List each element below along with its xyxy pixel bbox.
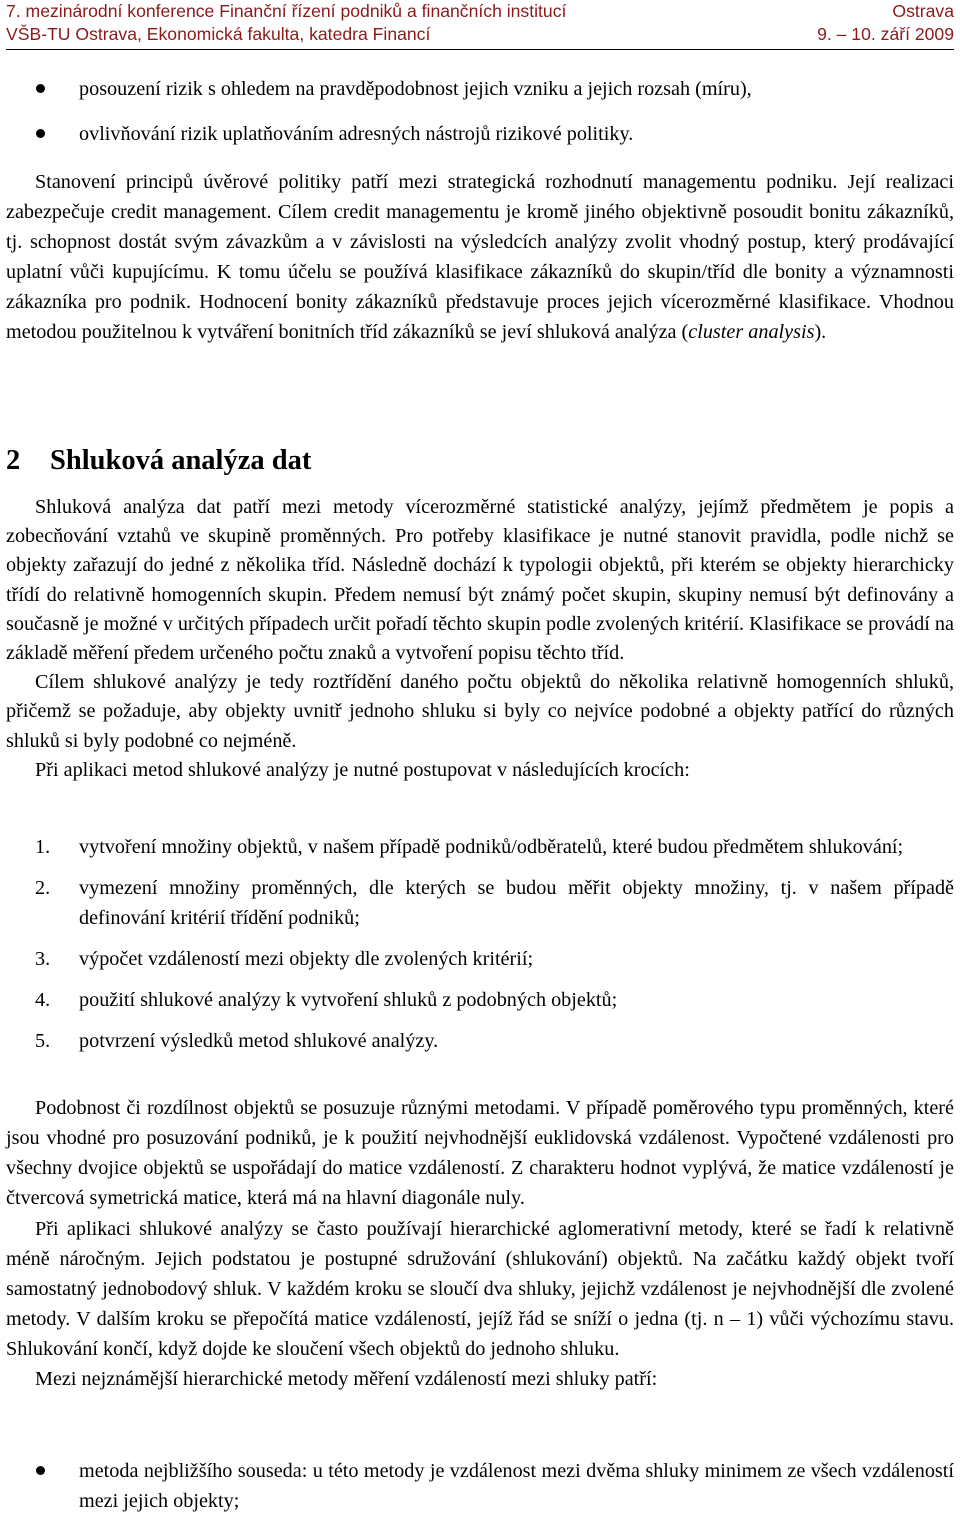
section-number: 2 xyxy=(6,445,21,476)
section-body-b xyxy=(6,1093,954,1395)
paragraph: Při aplikaci metod shlukové analýzy je nutné postupovat v následujících krocích: xyxy=(35,758,690,781)
header-row-1 xyxy=(6,0,954,23)
bottom-bullet-list xyxy=(6,1456,954,1516)
bullet-icon xyxy=(36,84,45,93)
section-heading xyxy=(6,443,311,479)
list-item: 4. použití shlukové analýzy k vytvoření shluků z podobných objektů; xyxy=(35,989,618,1011)
section-title: Shluková analýza dat xyxy=(50,445,312,476)
institution: VŠB-TU Ostrava, Ekonomická fakulta, katedra Financí xyxy=(6,24,431,44)
header-row-2 xyxy=(6,23,954,46)
list-item: 3. výpočet vzdáleností mezi objekty dle zvolených kritérií; xyxy=(35,948,534,970)
conference-location: Ostrava xyxy=(892,1,954,21)
bullet-icon xyxy=(36,1466,45,1475)
header-rule xyxy=(6,49,954,50)
bullet-icon xyxy=(36,129,45,138)
conference-title: 7. mezinárodní konference Finanční řízení podniků a finančních institucí xyxy=(6,1,567,21)
list-item: posouzení rizik s ohledem na pravděpodobnost jejich vzniku a jejich rozsah (míru), xyxy=(6,74,954,104)
italic-term: cluster analysis xyxy=(688,321,815,343)
paragraph: Při aplikaci shlukové analýzy se často používají hierarchické aglomerativní metody, které se řadí k relativně méně náročným. Jejich podstatou je postupné sdružování (shlukování) objektů. Na začátku každý objekt tvoří samostatný jednobodový shluk. V každém kroku se sloučí dva shluky, jejichž vzdálenost je nejvhodnější dle zvolené metody. V dalším kroku se přepočítá matice vzdáleností, jejíž řád se sníží o jedna (tj. n – 1) vůči výchozímu stavu. Shlukování končí, když dojde ke sloučení všech objektů do jednoho shluku. xyxy=(6,1217,954,1361)
list-item: metoda nejbližšího souseda: u této metody je vzdálenost mezi dvěma shluky minimem ze všech vzdáleností mezi jejich objekty; xyxy=(6,1456,954,1516)
list-item: 1. vytvoření množiny objektů, v našem případě podniků/odběratelů, které budou předmětem shlukování; xyxy=(35,836,904,858)
top-bullet-list xyxy=(6,74,954,149)
intro-paragraph: Stanovení principů úvěrové politiky patří mezi strategická rozhodnutí managementu podniku. Její realizaci zabezpečuje credit management. Cílem credit managementu je kromě jiného objektivně posoudit bonitu zákazníků, tj. schopnost dostát svým závazkům a v závislosti na výsledcích analýzy zvolit vhodný postup, který prodávající uplatní vůči kupujícímu. K tomu účelu se používá klasifikace zákazníků do skupin/tříd dle bonity a významnosti zákazníka pro podnik. Hodnocení bonity zákazníků představuje proces jejich vícerozměrné klasifikace. Vhodnou metodou použitelnou k vytváření bonitních tříd zákazníků se jeví shluková analýza (cluster analysis). xyxy=(6,171,954,343)
paragraph: Cílem shlukové analýzy je tedy roztřídění daného počtu objektů do několika relativně homogenních shluků, přičemž se požaduje, aby objekty uvnitř jednoho shluku si byly co nejvíce podobné a objekty patřící do různých shluků si byly podobné co nejméně. xyxy=(6,671,954,752)
conference-date: 9. – 10. září 2009 xyxy=(817,24,954,44)
list-item: ovlivňování rizik uplatňováním adresných nástrojů rizikové politiky. xyxy=(6,119,954,149)
paragraph: Podobnost či rozdílnost objektů se posuzuje různými metodami. V případě poměrového typu proměnných, které jsou vhodné pro posuzování podniků, je k použití nejvhodnější euklidovská vzdálenost. Vypočtené vzdálenosti pro všechny dvojice objektů se uspořádají do matice vzdáleností. Z charakteru hodnot vyplývá, že matice vzdáleností je čtvercová symetrická matice, která má na hlavní diagonále nuly. xyxy=(6,1097,954,1210)
section-body-a xyxy=(6,493,954,785)
list-item: 2. vymezení množiny proměnných, dle kterých se budou měřit objekty množiny, tj. v našem případě definování kritérií třídění podniků; xyxy=(35,877,954,929)
page-header xyxy=(6,0,954,50)
steps-list xyxy=(6,832,954,1056)
list-item: 5. potvrzení výsledků metod shlukové analýzy. xyxy=(35,1030,439,1052)
paragraph: Shluková analýza dat patří mezi metody vícerozměrné statistické analýzy, jejímž předmětem je popis a zobecňování vztahů ve skupině proměnných. Pro potřeby klasifikace je nutné stanovit pravidla, podle nichž se objekty zařazují do jedné z několika tříd. Následně dochází k typologii objektů, při kterém se objekty hierarchicky třídí do relativně homogenních skupin. Předem nemusí být známý počet skupin, skupiny nemusí být definovány a současně je možné v určitých případech určit pořadí těchto skupin podle zvolených kritérií. Klasifikace se provádí na základě měření předem určeného počtu znaků a vytvoření popisu těchto tříd. xyxy=(6,496,954,665)
paragraph: Mezi nejznámější hierarchické metody měření vzdáleností mezi shluky patří: xyxy=(35,1368,658,1391)
